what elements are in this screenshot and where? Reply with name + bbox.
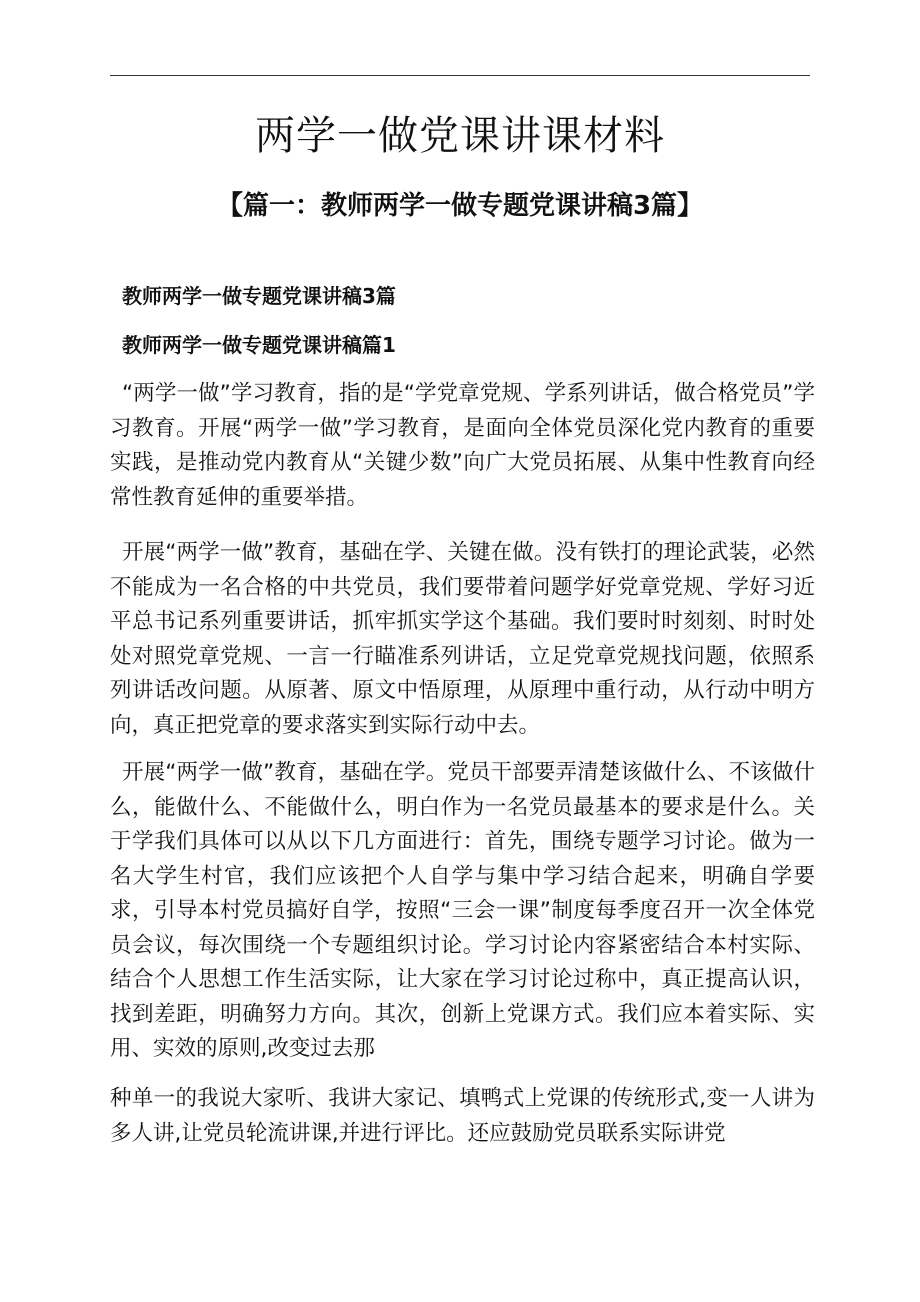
body-paragraph: 开展“两学一做”教育，基础在学。党员干部要弄清楚该做什么、不该做什么，能做什么、不能做什么，明白作为一名党员最基本的要求是什么。关于学我们具体可以从以下几方面进行：首先，围绕专题学习讨论。做为一名大学生村官，我们应该把个人自学与集中学习结合起来，明确自学要求，引导本村党员搞好自学，按照“三会一课”制度每季度召开一次全体党员会议，每次围绕一个专题组织讨论。学习讨论内容紧密结合本村实际、结合个人思想工作生活实际，让大家在学习讨论过称中，真正提高认识，找到差距，明确努力方向。其次，创新上党课方式。我们应本着实际、实用、实效的原则,改变过去那 bbox=[110, 760, 815, 1061]
body-paragraph: “两学一做”学习教育，指的是“学党章党规、学系列讲话，做合格党员”学习教育。开展“两学一做”学习教育，是面向全体党员深化党内教育的重要实践，是推动党内教育从“关键少数”向广大党员拓展、从集中性教育向经常性教育延伸的重要举措。 bbox=[110, 381, 815, 510]
body-paragraph: 开展“两学一做”教育，基础在学、关键在做。没有铁打的理论武装，必然不能成为一名合格的中共党员，我们要带着问题学好党章党规、学好习近平总书记系列重要讲话，抓牢抓实学这个基础。我们要时时刻刻、时时处处对照党章党规、一言一行瞄准系列讲话，立足党章党规找问题，依照系列讲话改问题。从原著、原文中悟原理，从原理中重行动，从行动中明方向，真正把党章的要求落实到实际行动中去。 bbox=[110, 540, 815, 738]
body-paragraph: 种单一的我说大家听、我讲大家记、填鸭式上党课的传统形式,变一人讲为多人讲,让党员轮流讲课,并进行评比。还应鼓励党员联系实际讲党 bbox=[110, 1086, 815, 1146]
section-heading: 教师两学一做专题党课讲稿3篇 bbox=[122, 284, 396, 308]
section-subheading: 教师两学一做专题党课讲稿篇1 bbox=[122, 333, 396, 357]
header-rule bbox=[110, 75, 810, 76]
document-title: 两学一做党课讲课材料 bbox=[255, 113, 665, 159]
document-subtitle: 【篇一：教师两学一做专题党课讲稿3篇】 bbox=[216, 191, 704, 221]
